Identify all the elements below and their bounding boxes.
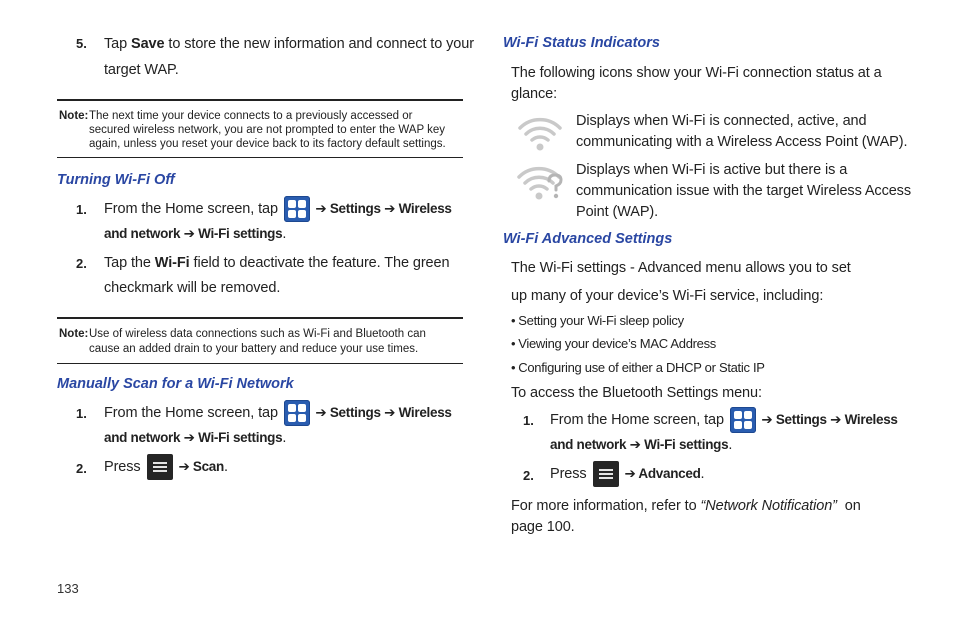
advanced-term: ➔ Advanced bbox=[624, 465, 701, 481]
period: . bbox=[700, 465, 705, 482]
menu-key-icon bbox=[593, 461, 619, 487]
step-text: From the Home screen, tap bbox=[104, 200, 282, 217]
icon2-desc-line2: communication issue with the target Wireless Access bbox=[576, 183, 911, 199]
settings-path: ➔ Settings ➔ Wireless bbox=[757, 411, 898, 427]
home-apps-icon bbox=[284, 400, 310, 426]
step5-line1 bbox=[104, 34, 474, 55]
note1-line2: secured wireless network, you are not prompted to enter the WAP key bbox=[89, 124, 446, 136]
step-text: From the Home screen, tap bbox=[104, 404, 282, 421]
turnoff-step1-line2 bbox=[104, 223, 286, 245]
wifi-issue-icon bbox=[517, 163, 563, 203]
note-label: Note: bbox=[59, 328, 89, 340]
list-item: • Configuring use of either a DHCP or Static IP bbox=[511, 357, 765, 378]
step-text: Press bbox=[550, 465, 591, 482]
section-heading-advanced: Wi-Fi Advanced Settings bbox=[503, 231, 673, 247]
cross-reference-link[interactable]: “Network Notification” bbox=[700, 498, 837, 514]
section-heading-manual-scan: Manually Scan for a Wi-Fi Network bbox=[57, 376, 294, 392]
page-number: 133 bbox=[57, 581, 79, 596]
note-bottom-rule bbox=[57, 363, 463, 364]
settings-path: and network ➔ Wi-Fi settings bbox=[104, 430, 283, 445]
step-number: 1. bbox=[76, 202, 87, 217]
icon1-desc-line1: Displays when Wi-Fi is connected, active, and bbox=[576, 113, 867, 129]
advanced-step1-line1 bbox=[550, 407, 898, 433]
note1-line3: again, unless you reset your device back to its factory default settings. bbox=[89, 138, 446, 150]
step5-save-term: Save bbox=[131, 36, 165, 52]
icon1-desc-line2: communicating with a Wireless Access Point (WAP). bbox=[576, 134, 908, 150]
settings-path: and network ➔ Wi-Fi settings bbox=[104, 226, 283, 241]
status-intro-line2: glance: bbox=[511, 86, 558, 102]
step5-line2: target WAP. bbox=[104, 62, 179, 78]
advanced-intro-line1: The Wi-Fi settings - Advanced menu allows you to set bbox=[511, 260, 851, 276]
step-number: 2. bbox=[76, 256, 87, 271]
icon2-desc-line3: Point (WAP). bbox=[576, 204, 659, 220]
note1-line1: The next time your device connects to a previously accessed or bbox=[89, 110, 413, 122]
more-info-line1 bbox=[511, 496, 861, 517]
home-apps-icon bbox=[284, 196, 310, 222]
step-number: 2. bbox=[76, 461, 87, 476]
more-info-line2: page 100. bbox=[511, 519, 575, 535]
advanced-step2-line bbox=[550, 461, 704, 487]
step-text: Tap the bbox=[104, 255, 155, 271]
section-heading-turning-off: Turning Wi-Fi Off bbox=[57, 172, 175, 188]
wifi-term: Wi-Fi bbox=[154, 255, 190, 271]
step-number: 5. bbox=[76, 36, 87, 51]
section-heading-status: Wi-Fi Status Indicators bbox=[503, 35, 660, 51]
turnoff-step2-line1 bbox=[104, 253, 449, 274]
icon2-desc-line1: Displays when Wi-Fi is active but there is a bbox=[576, 162, 848, 178]
step-text-after: field to deactivate the feature. The green bbox=[189, 255, 450, 271]
step5-text-after: to store the new information and connect to your bbox=[164, 36, 474, 52]
list-item: • Setting your Wi-Fi sleep policy bbox=[511, 310, 684, 331]
turnoff-step1-line1 bbox=[104, 196, 452, 222]
note-label: Note: bbox=[59, 110, 89, 122]
scan-step1-line1 bbox=[104, 400, 452, 426]
step-text: Press bbox=[104, 458, 145, 475]
list-item: • Viewing your device’s MAC Address bbox=[511, 333, 716, 354]
step-number: 1. bbox=[523, 413, 534, 428]
more-info-suffix: on bbox=[836, 498, 861, 514]
period: . bbox=[223, 458, 228, 475]
advanced-intro-line2: up many of your device’s Wi-Fi service, including: bbox=[511, 288, 824, 304]
note-top-rule bbox=[57, 99, 463, 101]
note-top-rule bbox=[57, 317, 463, 319]
more-info-text: For more information, refer to bbox=[511, 498, 701, 514]
home-apps-icon bbox=[730, 407, 756, 433]
scan-term: ➔ Scan bbox=[178, 458, 224, 474]
step-number: 1. bbox=[76, 406, 87, 421]
step-text: From the Home screen, tap bbox=[550, 411, 728, 428]
turnoff-step2-line2: checkmark will be removed. bbox=[104, 280, 281, 296]
note2-line2: cause an added drain to your battery and reduce your use times. bbox=[89, 343, 419, 355]
access-line: To access the Bluetooth Settings menu: bbox=[511, 385, 762, 401]
settings-path: ➔ Settings ➔ Wireless bbox=[311, 200, 452, 216]
menu-key-icon bbox=[147, 454, 173, 480]
note2-line1: Use of wireless data connections such as Wi-Fi and Bluetooth can bbox=[89, 328, 426, 340]
settings-path: and network ➔ Wi-Fi settings bbox=[550, 437, 729, 452]
step-number: 2. bbox=[523, 468, 534, 483]
wifi-connected-icon bbox=[518, 114, 562, 154]
step5-text: Tap bbox=[104, 36, 132, 52]
note-bottom-rule bbox=[57, 157, 463, 158]
scan-step1-line2 bbox=[104, 427, 286, 449]
settings-path: ➔ Settings ➔ Wireless bbox=[311, 404, 452, 420]
status-intro-line1: The following icons show your Wi-Fi connection status at a bbox=[511, 65, 882, 81]
period: . bbox=[282, 226, 287, 242]
advanced-step1-line2 bbox=[550, 434, 732, 456]
period: . bbox=[728, 437, 733, 453]
scan-step2-line bbox=[104, 454, 228, 480]
period: . bbox=[282, 430, 287, 446]
